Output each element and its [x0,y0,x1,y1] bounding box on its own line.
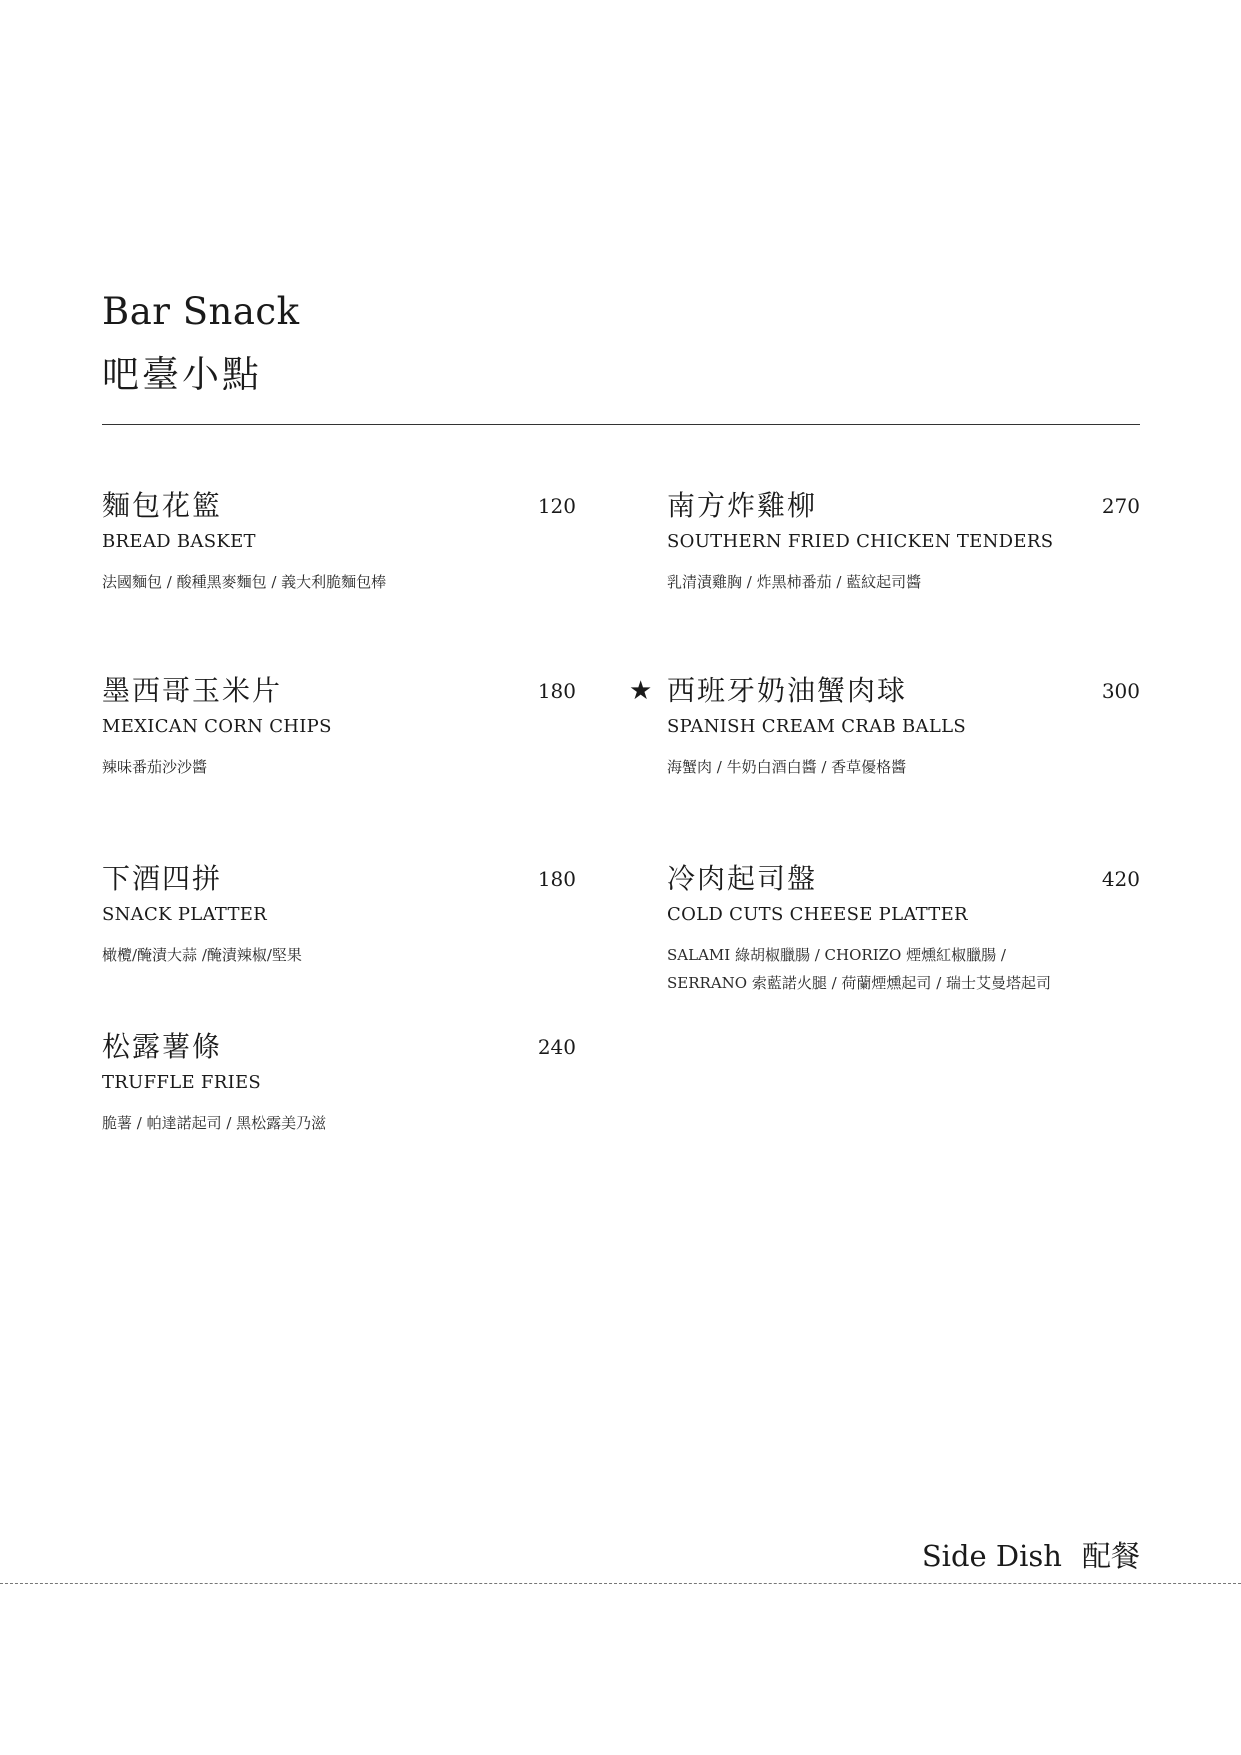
title-divider [102,424,1140,425]
item-description-line: 橄欖/醃漬大蒜 /醃漬辣椒/堅果 [102,946,302,964]
item-description-line: 乳清漬雞胸 / 炸黑柿番茄 / 藍紋起司醬 [667,573,922,591]
item-name-en: COLD CUTS CHEESE PLATTER [667,904,968,925]
item-name-zh: 松露薯條 [102,1030,223,1063]
item-name-zh: 南方炸雞柳 [667,489,818,522]
page-title-en: Bar Snack [102,290,300,333]
menu-item-cold-cuts-cheese-platter [667,861,1140,997]
item-name-zh: 冷肉起司盤 [667,862,818,895]
menu-item-southern-fried-chicken-tenders [667,488,1140,596]
page-title-zh: 吧臺小點 [102,353,262,396]
item-description [102,1109,576,1137]
item-description-line: SALAMI 綠胡椒臘腸 / CHORIZO 煙燻紅椒臘腸 / [667,946,1006,964]
item-description [102,941,576,969]
item-name-zh: 下酒四拼 [102,862,223,895]
menu-item-snack-platter [102,861,576,969]
item-price: 420 [1101,867,1140,891]
item-price: 180 [537,679,576,703]
item-price: 300 [1101,679,1140,703]
item-price: 180 [537,867,576,891]
item-name-en: SOUTHERN FRIED CHICKEN TENDERS [667,531,1054,552]
item-description-line: 辣味番茄沙沙醬 [102,758,208,776]
item-description-line: 脆薯 / 帕達諾起司 / 黑松露美乃滋 [102,1114,327,1132]
menu-item-mexican-corn-chips [102,673,576,781]
item-description [102,568,576,596]
item-name-en: TRUFFLE FRIES [102,1072,262,1093]
item-description [667,941,1140,997]
item-price: 270 [1101,494,1140,518]
item-name-zh: 麵包花籃 [102,489,223,522]
footer-label-en: Side Dish [921,1539,1062,1573]
menu-item-spanish-cream-crab-balls [629,673,1140,781]
menu-item-bread-basket [102,488,576,596]
footer-section-label [922,1534,1140,1575]
footer-label-zh: 配餐 [1081,1539,1140,1573]
item-description [667,568,1140,596]
item-name-zh: 墨西哥玉米片 [102,674,283,707]
item-price: 120 [537,494,576,518]
recommended-star-icon: ★ [629,676,653,706]
item-name-en: MEXICAN CORN CHIPS [102,716,332,737]
item-description-line: SERRANO 索藍諾火腿 / 荷蘭煙燻起司 / 瑞士艾曼塔起司 [667,974,1052,992]
item-description-line: 法國麵包 / 酸種黑麥麵包 / 義大利脆麵包棒 [102,573,387,591]
item-description [667,753,1140,781]
item-description [102,753,576,781]
item-name-en: SNACK PLATTER [102,904,268,925]
item-name-en: SPANISH CREAM CRAB BALLS [667,716,966,737]
item-price: 240 [537,1035,576,1059]
item-name-en: BREAD BASKET [102,531,256,552]
menu-item-truffle-fries [102,1029,576,1137]
footer-dashed-divider [0,1583,1241,1584]
item-name-zh: 西班牙奶油蟹肉球 [667,674,908,707]
item-description-line: 海蟹肉 / 牛奶白酒白醬 / 香草優格醬 [667,758,907,776]
